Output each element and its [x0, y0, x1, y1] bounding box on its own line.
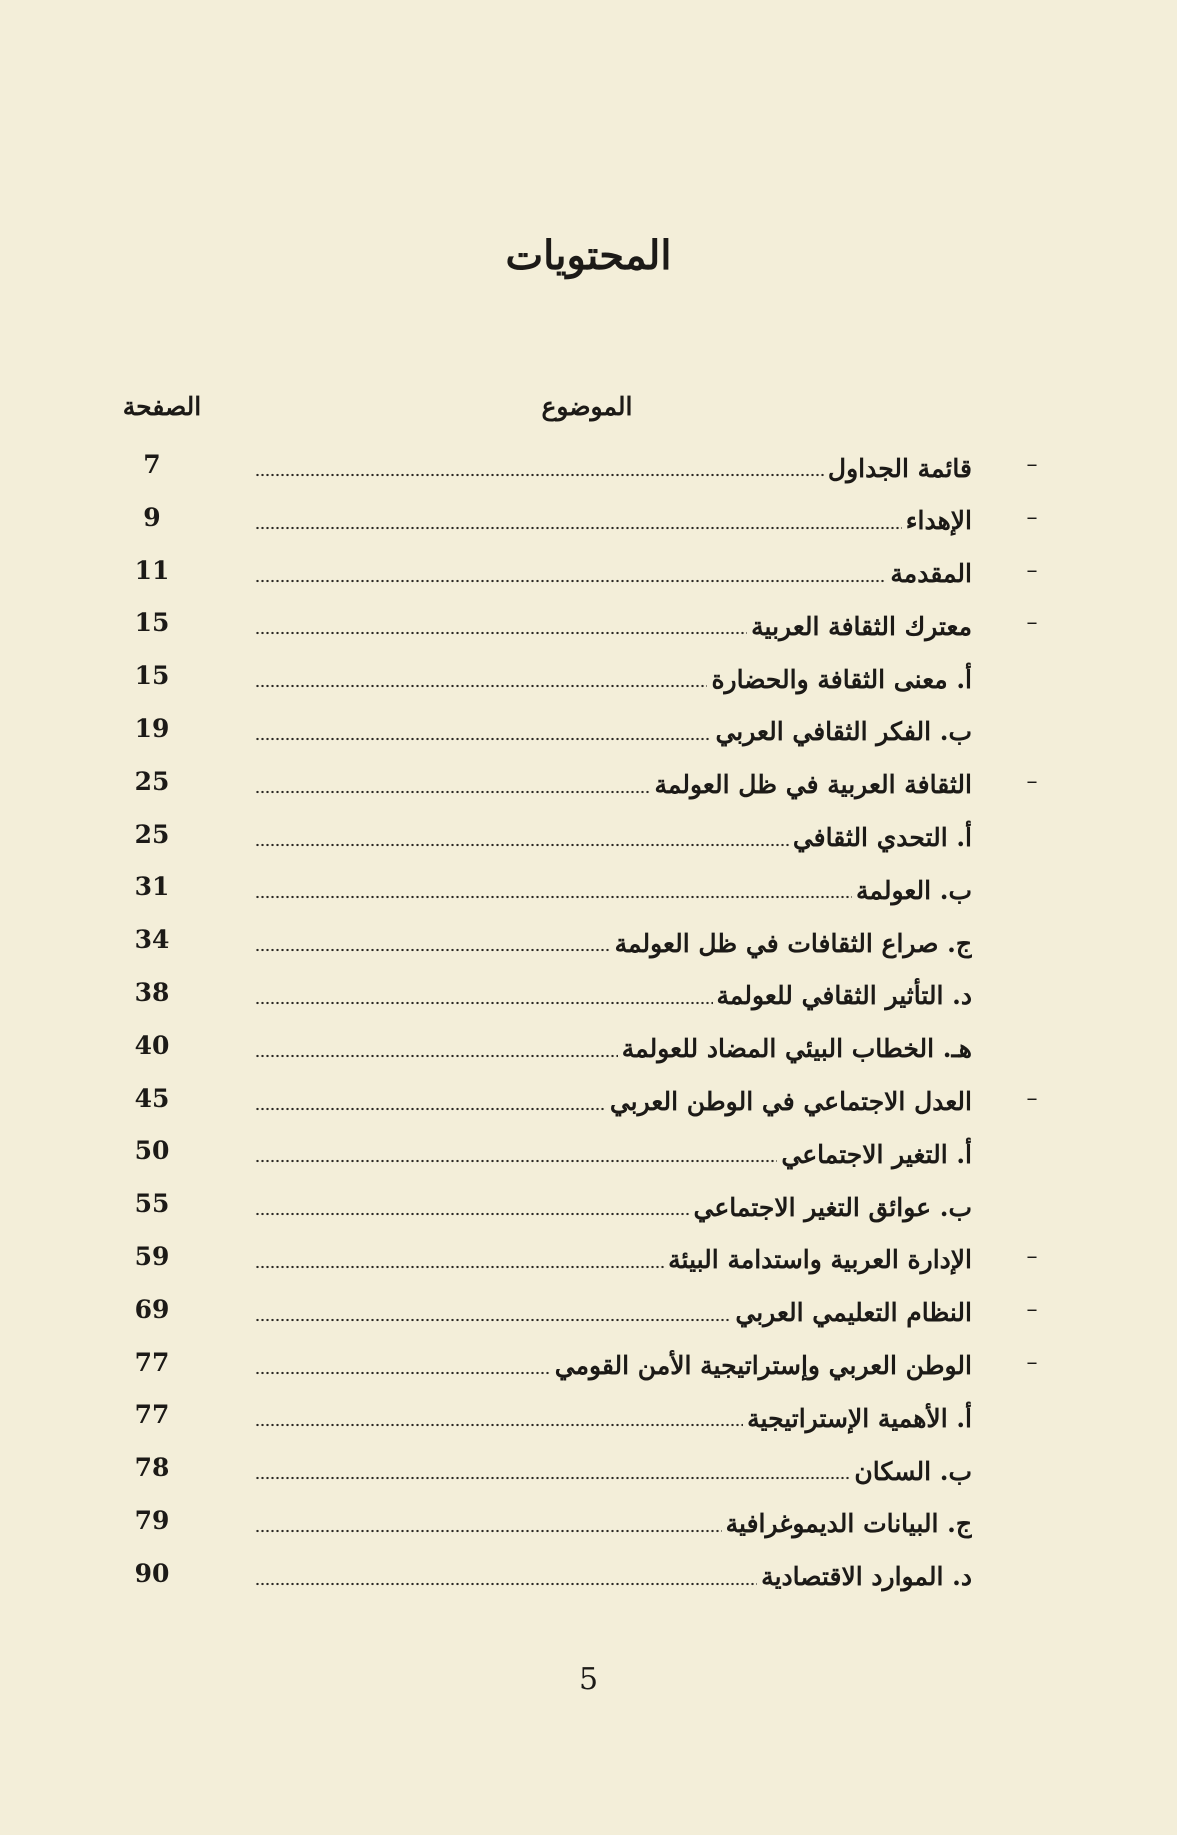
entry-page-number: 50	[134, 1136, 170, 1166]
entry-title: ب. السكان	[854, 1456, 972, 1486]
entry-title: ب. الفكر الثقافي العربي	[715, 717, 972, 747]
dot-leader	[255, 1212, 690, 1216]
entry-title: أ. الأهمية الإستراتيجية	[747, 1403, 972, 1433]
toc-entry[interactable]	[0, 440, 1177, 493]
entry-title: ب. العولمة	[856, 875, 972, 905]
entry-text-line	[255, 501, 972, 541]
dot-leader	[255, 631, 747, 635]
entry-page-number: 19	[134, 713, 170, 743]
dot-leader	[255, 843, 789, 847]
entry-page-number: 38	[134, 977, 170, 1007]
entry-page-number: 9	[143, 502, 161, 532]
toc-entry[interactable]	[0, 1074, 1177, 1127]
entry-title: ب. عوائق التغير الاجتماعي	[693, 1192, 972, 1222]
table-of-contents	[0, 440, 1177, 1602]
dot-leader	[255, 1159, 777, 1163]
dot-leader	[255, 1371, 551, 1375]
entry-page-number: 31	[134, 872, 170, 902]
entry-page-number: 34	[134, 925, 170, 955]
toc-entry[interactable]	[0, 810, 1177, 863]
entry-page-number: 45	[134, 1083, 170, 1113]
dot-leader	[255, 1054, 618, 1058]
toc-entry[interactable]	[0, 1021, 1177, 1074]
entry-text-line	[255, 1134, 972, 1174]
entry-title: معترك الثقافة العربية	[751, 611, 972, 641]
entry-text-line	[255, 923, 972, 963]
entry-dash: –	[1026, 504, 1038, 530]
entry-title: أ. معنى الثقافة والحضارة	[711, 664, 972, 694]
dot-leader	[255, 1423, 743, 1427]
entry-text-line	[255, 659, 972, 699]
toc-entry[interactable]	[0, 651, 1177, 704]
entry-page-number: 11	[134, 555, 170, 585]
entry-page-number: 40	[134, 1030, 170, 1060]
entry-text-line	[255, 1082, 972, 1122]
entry-dash: –	[1026, 452, 1038, 477]
dot-leader	[255, 473, 824, 477]
entry-title: الثقافة العربية في ظل العولمة	[654, 770, 972, 800]
entry-text-line	[255, 1504, 972, 1544]
entry-text-line	[255, 712, 972, 752]
dot-leader	[255, 1107, 606, 1111]
entry-text-line	[255, 606, 972, 646]
entry-dash: –	[1026, 1243, 1038, 1269]
dot-leader	[255, 948, 611, 952]
dot-leader	[255, 1476, 850, 1480]
toc-entry[interactable]	[0, 1232, 1177, 1285]
entry-text-line	[255, 1187, 972, 1227]
dot-leader	[255, 579, 886, 583]
entry-text-line	[255, 1451, 972, 1491]
dot-leader	[255, 684, 707, 688]
entry-text-line	[255, 1346, 972, 1386]
entry-page-number: 15	[134, 608, 170, 638]
entry-page-number: 55	[134, 1189, 170, 1219]
entry-page-number: 79	[134, 1505, 170, 1535]
toc-entry[interactable]	[0, 915, 1177, 968]
entry-text-line	[255, 765, 972, 805]
entry-dash: –	[1026, 1349, 1038, 1375]
toc-entry[interactable]	[0, 546, 1177, 599]
dot-leader	[255, 790, 651, 794]
dot-leader	[255, 1582, 757, 1586]
toc-entry[interactable]	[0, 1285, 1177, 1338]
entry-title: هـ. الخطاب البيئي المضاد للعولمة	[621, 1034, 972, 1064]
topic-column-header: الموضوع	[541, 392, 633, 421]
entry-text-line	[255, 1029, 972, 1069]
entry-text-line	[255, 1398, 972, 1438]
entry-text-line	[255, 1557, 972, 1597]
entry-page-number: 77	[134, 1400, 170, 1430]
toc-entry[interactable]	[0, 1179, 1177, 1232]
toc-entry[interactable]	[0, 1549, 1177, 1602]
entry-text-line	[255, 448, 972, 488]
entry-dash: –	[1026, 1296, 1038, 1322]
dot-leader	[255, 1529, 722, 1533]
entry-page-number: 59	[134, 1241, 170, 1271]
entry-title: الوطن العربي وإستراتيجية الأمن القومي	[554, 1351, 972, 1381]
entry-title: النظام التعليمي العربي	[735, 1298, 972, 1328]
entry-title: د. التأثير الثقافي للعولمة	[716, 981, 972, 1011]
entry-text-line	[255, 818, 972, 858]
page-title: المحتويات	[505, 232, 672, 279]
page-number-footer: 5	[578, 1662, 599, 1697]
entry-text-line	[255, 554, 972, 594]
toc-entry[interactable]	[0, 968, 1177, 1021]
entry-title: ج. صراع الثقافات في ظل العولمة	[614, 928, 972, 958]
toc-entry[interactable]	[0, 757, 1177, 810]
entry-page-number: 90	[134, 1558, 170, 1588]
toc-entry[interactable]	[0, 862, 1177, 915]
entry-dash: –	[1026, 768, 1038, 794]
entry-title: ج. البيانات الديموغرافية	[725, 1509, 972, 1539]
entry-dash: –	[1026, 557, 1038, 583]
toc-entry[interactable]	[0, 1390, 1177, 1443]
toc-entry[interactable]	[0, 1496, 1177, 1549]
entry-page-number: 78	[134, 1453, 170, 1483]
dot-leader	[255, 1318, 731, 1322]
entry-page-number: 7	[143, 450, 161, 479]
page-column-header: الصفحة	[122, 392, 202, 421]
entry-dash: –	[1026, 1085, 1038, 1111]
entry-text-line	[255, 1240, 972, 1280]
entry-title: قائمة الجداول	[827, 453, 972, 483]
entry-title: أ. التحدي الثقافي	[792, 823, 972, 853]
entry-page-number: 15	[134, 661, 170, 691]
entry-page-number: 25	[134, 766, 170, 796]
entry-title: الإهداء	[905, 506, 972, 536]
dot-leader	[255, 737, 711, 741]
toc-entry[interactable]	[0, 493, 1177, 546]
entry-text-line	[255, 976, 972, 1016]
entry-text-line	[255, 870, 972, 910]
entry-title: د. الموارد الاقتصادية	[761, 1562, 972, 1592]
dot-leader	[255, 895, 852, 899]
dot-leader	[255, 1001, 713, 1005]
dot-leader	[255, 1265, 664, 1269]
entry-title: أ. التغير الاجتماعي	[781, 1139, 972, 1169]
entry-page-number: 77	[134, 1347, 170, 1377]
toc-entry[interactable]	[0, 1443, 1177, 1496]
dot-leader	[255, 526, 902, 530]
toc-entry[interactable]	[0, 704, 1177, 757]
entry-title: الإدارة العربية واستدامة البيئة	[668, 1245, 972, 1275]
entry-page-number: 69	[134, 1294, 170, 1324]
entry-text-line	[255, 1293, 972, 1333]
entry-title: العدل الاجتماعي في الوطن العربي	[609, 1087, 972, 1117]
entry-dash: –	[1026, 610, 1038, 636]
toc-header	[0, 392, 1177, 436]
toc-entry[interactable]	[0, 598, 1177, 651]
toc-entry[interactable]	[0, 1126, 1177, 1179]
entry-title: المقدمة	[890, 559, 972, 589]
entry-page-number: 25	[134, 819, 170, 849]
toc-entry[interactable]	[0, 1338, 1177, 1391]
